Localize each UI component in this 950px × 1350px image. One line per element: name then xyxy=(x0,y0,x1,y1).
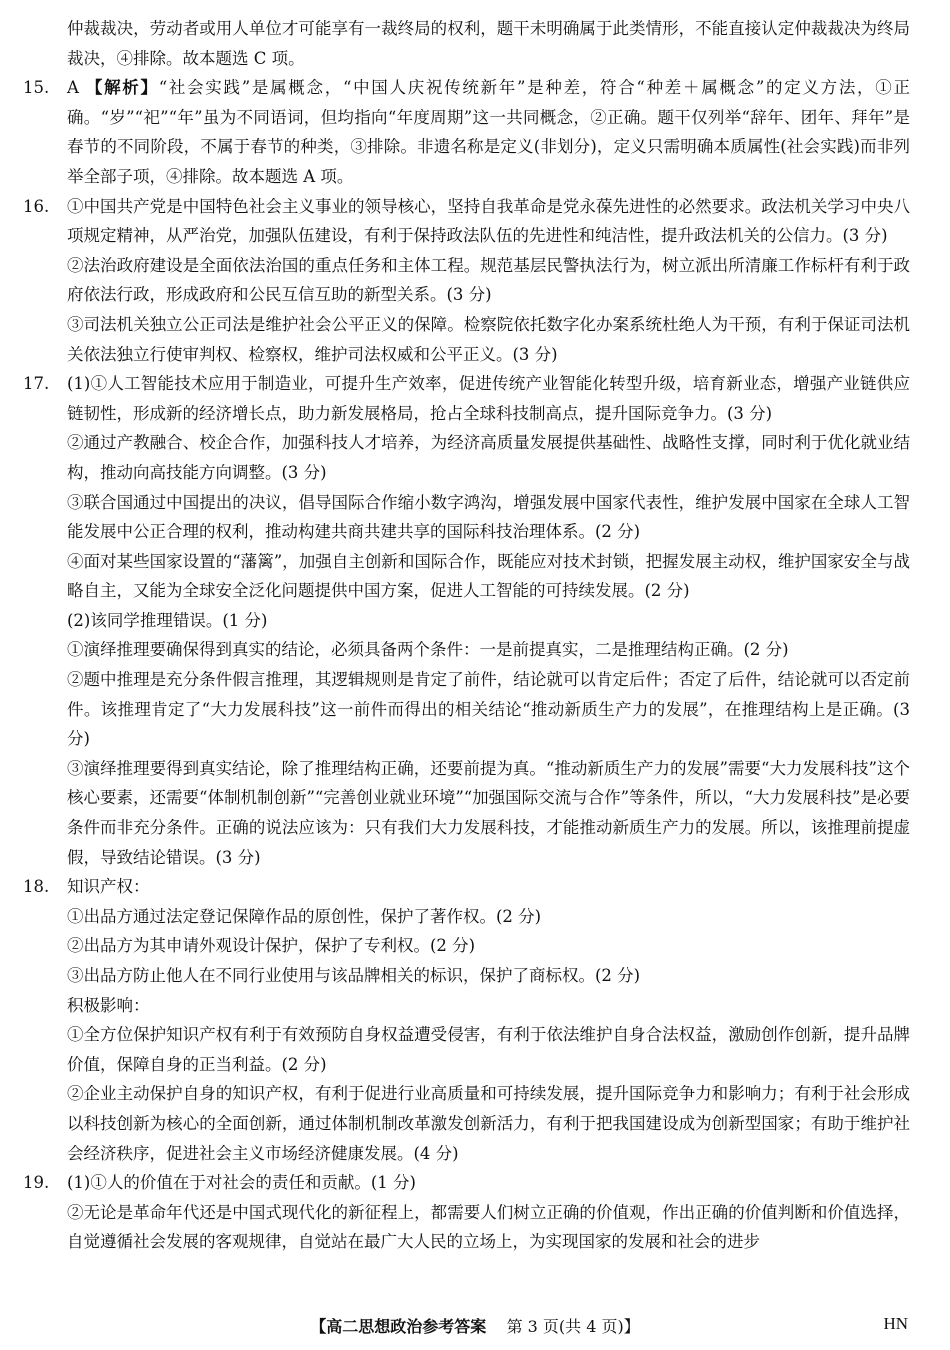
answer-choice: A xyxy=(67,78,86,98)
paragraph-text: ①演绎推理要确保得到真实的结论，必须具备两个条件：一是前提真实，二是推理结构正确。(2 分) xyxy=(67,640,789,660)
question-answer xyxy=(23,369,910,428)
paragraph-text: ④面对某些国家设置的“藩篱”，加强自主创新和国际合作，既能应对技术封锁，把握发展主动权，维护国家安全与战略自主，又能为全球安全泛化问题提供中国方案，促进人工智能的可持续发展。(2 分) xyxy=(67,551,910,601)
paragraph-text: ①中国共产党是中国特色社会主义事业的领导核心，坚持自我革命是党永葆先进性的必然要求。政法机关学习中央八项规定精神，从严治党，加强队伍建设，有利于保持政法队伍的先进性和纯洁性，提升政法机关的公信力。(3 分) xyxy=(67,196,910,246)
question-answer xyxy=(23,192,910,251)
paragraph-text: 仲裁裁决，劳动者或用人单位才可能享有一裁终局的权利，题干未明确属于此类情形，不能直接认定仲裁裁决为终局裁决，④排除。故本题选 C 项。 xyxy=(67,19,910,68)
question-answer xyxy=(23,73,910,191)
paragraph-text: (1)①人工智能技术应用于制造业，可提升生产效率，促进传统产业智能化转型升级，培育新业态，增强产业链供应链韧性，形成新的经济增长点，助力新发展格局，抢占全球科技制高点，提升国际竞争力。(3 分) xyxy=(67,374,910,423)
question-number: 16. xyxy=(23,196,50,216)
paragraph-text: ②出品方为其申请外观设计保护，保护了专利权。(2 分) xyxy=(67,936,476,956)
answer-content xyxy=(0,14,950,1257)
answer-paragraph xyxy=(67,754,910,872)
analysis-tag: 【解析】 xyxy=(85,78,159,98)
answer-paragraph xyxy=(67,931,910,961)
paragraph-text: ③出品方防止他人在不同行业使用与该品牌相关的标识，保护了商标权。(2 分) xyxy=(67,966,641,985)
answer-paragraph xyxy=(67,547,910,606)
answer-paragraph xyxy=(67,961,910,991)
footer-title: 【高二思想政治参考答案 xyxy=(310,1317,487,1336)
answer-paragraph xyxy=(67,1198,910,1257)
paragraph-text: ③演绎推理要得到真实结论，除了推理结构正确，还要前提为真。“推动新质生产力的发展”需要“大力发展科技”这个核心要素，还需要“体制机制创新”“完善创业就业环境”“加强国际交流与合作”等条件，所以，“大力发展科技”是必要条件而非充分条件。正确的说法应该为：只有我们大力发展科技，才能推动新质生产力的发展。所以，该推理前提虚假，导致结论错误。(3 分) xyxy=(67,758,910,867)
question-number: 15. xyxy=(23,78,50,98)
paragraph-text: “社会实践”是属概念，“中国人庆祝传统新年”是种差，符合“种差＋属概念”的定义方法，①正确。“岁”“祀”“年”虽为不同语词，但均指向“年度周期”这一共同概念，②正确。题干仅列举“辞年、团年、拜年”是春节的不同阶段，不属于春节的种类，③排除。非遗名称是定义(非划分)，定义只需明确本质属性(社会实践)而非列举全部子项，④排除。故本题选 A 项。 xyxy=(67,78,910,186)
paragraph-text: ①出品方通过法定登记保障作品的原创性，保护了著作权。(2 分) xyxy=(67,906,542,926)
answer-paragraph xyxy=(67,902,910,932)
footer-spacer xyxy=(491,1317,501,1336)
answer-paragraph xyxy=(67,14,910,73)
paragraph-text: 知识产权： xyxy=(67,877,150,897)
page-footer xyxy=(0,1314,950,1342)
paragraph-text: (1)①人的价值在于对社会的责任和贡献。(1 分) xyxy=(67,1173,416,1193)
paragraph-text: ①全方位保护知识产权有利于有效预防自身权益遭受侵害，有利于依法维护自身合法权益，激励创作创新，提升品牌价值，保障自身的正当利益。(2 分) xyxy=(67,1025,910,1074)
answer-paragraph xyxy=(67,1079,910,1168)
footer-page-number: 第 3 页(共 4 页)】 xyxy=(506,1317,640,1336)
question-number: 17. xyxy=(23,374,50,394)
paragraph-text: 积极影响： xyxy=(67,995,150,1015)
answer-paragraph xyxy=(67,488,910,547)
footer-code: HN xyxy=(883,1314,908,1333)
question-number: 19. xyxy=(23,1173,50,1193)
answer-paragraph xyxy=(67,991,910,1021)
answer-paragraph xyxy=(67,606,910,636)
paragraph-text: (2)该同学推理错误。(1 分) xyxy=(67,610,268,630)
answer-paragraph xyxy=(67,635,910,665)
question-answer xyxy=(23,1168,910,1198)
answer-paragraph xyxy=(67,428,910,487)
paragraph-text: ③司法机关独立公正司法是维护社会公平正义的保障。检察院依托数字化办案系统杜绝人为干预，有利于保证司法机关依法独立行使审判权、检察权，维护司法权威和公平正义。(3 分) xyxy=(67,314,910,364)
question-answer xyxy=(23,872,910,902)
answer-paragraph xyxy=(67,665,910,754)
question-number: 18. xyxy=(23,877,50,897)
paragraph-text: ②通过产教融合、校企合作，加强科技人才培养，为经济高质量发展提供基础性、战略性支撑，同时利于优化就业结构，推动向高技能方向调整。(3 分) xyxy=(67,433,910,482)
footer-center xyxy=(0,1314,950,1337)
answer-paragraph xyxy=(67,251,910,310)
paragraph-text: ②法治政府建设是全面依法治国的重点任务和主体工程。规范基层民警执法行为，树立派出所清廉工作标杆有利于政府依法行政，形成政府和公民互信互助的新型关系。(3 分) xyxy=(67,255,910,305)
paragraph-text: ②无论是革命年代还是中国式现代化的新征程上，都需要人们树立正确的价值观，作出正确的价值判断和价值选择，自觉遵循社会发展的客观规律，自觉站在最广大人民的立场上，为实现国家的发展和社会的进步 xyxy=(67,1202,910,1252)
paragraph-text: ②题中推理是充分条件假言推理，其逻辑规则是肯定了前件，结论就可以肯定后件；否定了后件，结论就可以否定前件。该推理肯定了“大力发展科技”这一前件而得出的相关结论“推动新质生产力的发展”，在推理结构上是正确。(3 分) xyxy=(67,670,910,749)
paragraph-text: ③联合国通过中国提出的决议，倡导国际合作缩小数字鸿沟，增强发展中国家代表性，维护发展中国家在全球人工智能发展中公正合理的权利，推动构建共商共建共享的国际科技治理体系。(2 分) xyxy=(67,492,910,542)
paragraph-text: ②企业主动保护自身的知识产权，有利于促进行业高质量和可持续发展，提升国际竞争力和影响力；有利于社会形成以科技创新为核心的全面创新，通过体制机制改革激发创新活力，有利于把我国建设成为创新型国家；有助于维护社会经济秩序，促进社会主义市场经济健康发展。(4 分) xyxy=(67,1084,910,1163)
answer-paragraph xyxy=(67,1020,910,1079)
answer-paragraph xyxy=(67,310,910,369)
